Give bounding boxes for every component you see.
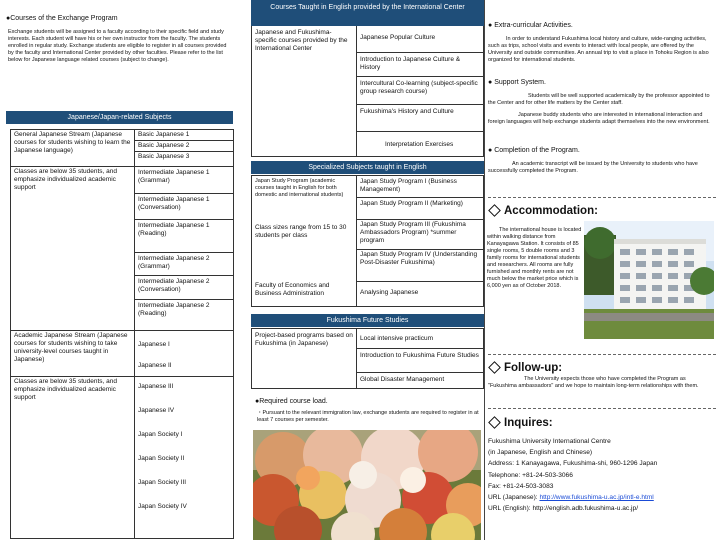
diamond-icon xyxy=(488,361,501,374)
contact-languages: (in Japanese, English and Chinese) xyxy=(488,449,593,457)
divider xyxy=(488,408,716,409)
course-item: Introduction to Fukushima Future Studies xyxy=(357,349,483,373)
accommodation-text: The international house is located within walking distance from Kanayagawa Station. It consists of 85 single rooms, 5 double rooms and 3 family rooms for international students and researchers. All rooms are fully furnished and monthly rents are not much below the market price which is 6,000 yen as of October 2018. xyxy=(487,227,582,289)
contact-url-japanese: URL (Japanese): http://www.fukushima-u.ac.jp/intl-e.html xyxy=(488,494,654,502)
url-japanese-link[interactable]: http://www.fukushima-u.ac.jp/intl-e.html xyxy=(539,494,654,502)
class-size-note: Classes are below 35 students, and emphasize individualized academic support xyxy=(11,377,135,539)
column-divider xyxy=(484,0,485,540)
divider xyxy=(488,354,716,355)
course-item: Intermediate Japanese 2 (Conversation) xyxy=(135,276,233,300)
follow-up-title: Follow-up: xyxy=(488,362,562,374)
international-center-table xyxy=(251,26,484,157)
course-item: Analysing Japanese xyxy=(360,289,419,296)
jsp-class-size: Class sizes range from 15 to 30 students per class xyxy=(255,224,347,239)
flower-field-image xyxy=(253,430,481,540)
follow-up-text: The University expects those who have completed the Program as "Fukushima ambassadors" and we hope to maintain long-term relationships with them. xyxy=(488,376,699,389)
diamond-icon xyxy=(488,416,501,429)
contact-fax: Fax: +81-24-503-3083 xyxy=(488,482,554,490)
course-item: Japanese Popular Culture xyxy=(357,26,483,53)
course-item: Japan Society IV xyxy=(138,503,187,510)
contact-telephone: Telephone: +81-24-503-3066 xyxy=(488,471,573,479)
international-house-photo xyxy=(584,221,714,339)
section-title-courses: ●Courses of the Exchange Program xyxy=(6,15,118,22)
accommodation-title: Accommodation: xyxy=(488,205,598,217)
course-item: Basic Japanese 3 xyxy=(138,153,190,160)
course-item: Intermediate Japanese 1 (Conversation) xyxy=(135,194,233,220)
completion-title: ● Completion of the Program. xyxy=(488,147,580,154)
building-image xyxy=(584,221,714,339)
intro-paragraph: Exchange students will be assigned to a faculty according to their specific field and study interests. Each student will have his or her own instructor from the faculty. The students enrolled in regular study. Exchange students are eligible to register in all courses provided by the faculty and International Center provided by other faculties. Please refer to the list below for Japanese language related courses (subject to change). xyxy=(8,29,227,63)
jsp-faculty: Faculty of Economics and Business Administration xyxy=(255,282,330,297)
course-item: Intermediate Japanese 2 (Reading) xyxy=(138,302,210,317)
diamond-icon xyxy=(488,204,501,217)
inquiries-title: Inquires: xyxy=(488,417,553,429)
course-item: Japan Study Program I (Business Management) xyxy=(357,176,483,198)
contact-org: Fukushima University International Centre xyxy=(488,438,611,445)
contact-url-english[interactable]: URL (English): http://english.adb.fukushima-u.ac.jp/ xyxy=(488,505,639,513)
support-system-title: ● Support System. xyxy=(488,79,546,86)
japanese-courses-table xyxy=(10,129,234,539)
course-item: Basic Japanese 2 xyxy=(135,141,233,152)
course-item: Intercultural Co-learning (subject-specific group research course) xyxy=(357,77,483,105)
course-item: Japan Study Program III (Fukushima Ambassadors Program) *summer program xyxy=(357,220,483,250)
flower-photo xyxy=(253,430,481,540)
specialized-subjects-header: Specialized Subjects taught in English xyxy=(251,161,484,174)
middle-column xyxy=(251,0,484,540)
extracurricular-title: ● Extra-curricular Activities. xyxy=(488,22,573,29)
inquiries-contact xyxy=(488,436,718,514)
divider xyxy=(488,197,716,198)
course-item: Japanese II xyxy=(138,362,172,369)
english-courses-header: Courses Taught in English provided by the International Center xyxy=(251,0,484,26)
class-size-note: Classes are below 35 students, and emphasize individualized academic support xyxy=(11,167,135,331)
support-system-text-1: Students will be well supported academically by the professor appointed to the Center and for other life matters by the Center staff. xyxy=(488,93,710,106)
course-item: Intermediate Japanese 1 (Grammar) xyxy=(135,167,233,194)
japanese-related-header: Japanese/Japan-related Subjects xyxy=(6,111,233,124)
stream-general: General Japanese Stream (Japanese courses for students wishing to learn the Japanese language) xyxy=(11,130,135,167)
course-item: Basic Japanese 1 xyxy=(135,130,233,141)
extracurricular-text: In order to understand Fukushima local history and culture, wide-ranging activities, such as trips, school visits and events to interact with local people, are offered by the University and outside communities. An annual trip to visit a place in Tohoku Region is also organized for international students. xyxy=(488,36,709,63)
course-item: Intermediate Japanese 2 (Grammar) xyxy=(135,253,233,276)
course-item: Japan Study Program IV (Understanding Post-Disaster Fukushima) xyxy=(357,250,483,282)
course-item: Fukushima's History and Culture xyxy=(357,105,483,132)
ic-courses-description: Japanese and Fukushima-specific courses provided by the International Center xyxy=(252,26,357,157)
course-item: Japan Society II xyxy=(138,455,185,462)
course-item: Japan Study Program II (Marketing) xyxy=(357,198,483,220)
right-column xyxy=(484,0,720,540)
course-item: Local intensive practicum xyxy=(357,329,483,349)
left-column xyxy=(0,0,244,540)
course-item: Japan Society I xyxy=(138,431,183,438)
course-item: Japanese I xyxy=(138,341,170,348)
course-item: Japanese IV xyxy=(138,407,175,414)
jsp-description: Japan Study Program (academic courses taught in English for both domestic and international students) xyxy=(255,178,344,198)
completion-text: An academic transcript will be issued by the University to students who have successfully completed the Program. xyxy=(488,161,698,174)
course-item: Japanese III xyxy=(138,383,174,390)
course-item: Interpretation Exercises xyxy=(385,141,454,148)
course-item: Introduction to Japanese Culture & History xyxy=(357,53,483,77)
course-item: Intermediate Japanese 1 (Reading) xyxy=(135,220,233,253)
support-system-text-2: Japanese buddy students who are interested in international interaction and foreign languages will help exchange students adapt themselves into the new environment. xyxy=(488,112,710,125)
required-course-load-text: ・Pursuant to the relevant immigration law, exchange students are required to register in at least 7 courses per semester. xyxy=(257,410,479,423)
fukushima-future-table xyxy=(251,328,484,389)
contact-address: Address: 1 Kanayagawa, Fukushima-shi, 960-1296 Japan xyxy=(488,460,658,468)
fukushima-future-studies-header: Fukushima Future Studies xyxy=(251,314,484,327)
course-item: Japan Society III xyxy=(138,479,187,486)
specialized-subjects-table xyxy=(251,175,484,307)
required-course-load-title: ●Required course load. xyxy=(255,398,328,405)
stream-academic: Academic Japanese Stream (Japanese courses for students wishing to take university-level courses taught in Japanese) xyxy=(11,331,135,377)
course-item: Global Disaster Management xyxy=(360,376,445,383)
fuku-description: Project-based programs based on Fukushima (in Japanese) xyxy=(252,329,357,389)
